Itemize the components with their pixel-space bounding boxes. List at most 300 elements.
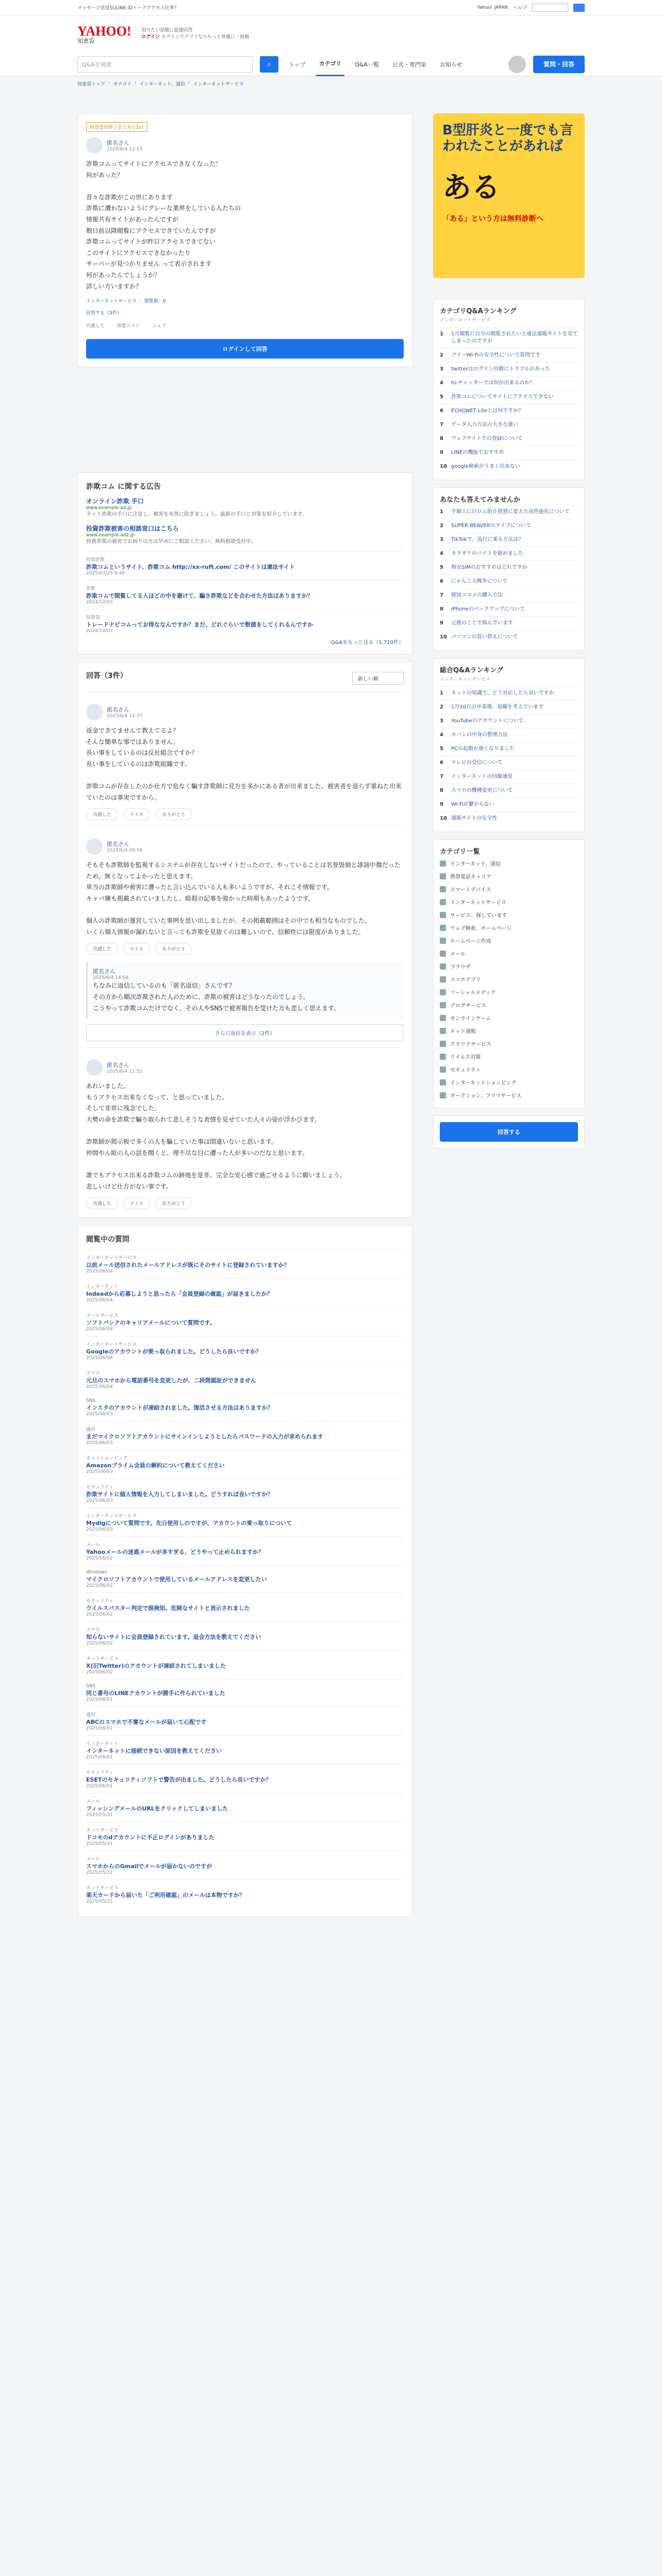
answer-count[interactable]: 回答する（3件） — [86, 311, 122, 316]
yahoo-link[interactable]: Yahoo! JAPAN — [477, 5, 508, 10]
user-icon — [86, 838, 103, 855]
popular-item-date: 2025/05/31 — [86, 1841, 113, 1847]
category-label[interactable]: スマホアプリ — [450, 977, 481, 983]
category-label[interactable]: インターネットショッピング — [450, 1080, 517, 1086]
popular-item-title[interactable]: Amazonプライム会員の解約について教えてください — [86, 1462, 225, 1469]
popular-item-category: セキュリティ — [86, 1485, 114, 1490]
popular-item-category: SNS — [86, 1684, 96, 1689]
promo-login-link[interactable]: ログイン — [141, 35, 160, 40]
ranking-number: 10 — [440, 816, 447, 821]
related-item[interactable]: 知恵袋 トレードナビコムってお得ななんですか？まだ、どれぐらいで数値をしてくれるんですか 2024/10/03 — [86, 609, 404, 638]
category-icon — [440, 1028, 446, 1034]
category-label[interactable]: インターネットサービス — [450, 900, 507, 906]
popular-item[interactable] — [86, 1764, 404, 1793]
popular-item[interactable] — [86, 1706, 404, 1735]
popular-item-date: 2025/06/04 — [86, 1298, 113, 1303]
category-item[interactable] — [440, 895, 578, 908]
ranking-item[interactable] — [440, 756, 578, 770]
ranking-number: 2 — [440, 352, 443, 358]
popular-item-category: 通信 — [86, 1713, 96, 1718]
ranking-text[interactable]: Wi-Fiが繋がらない — [451, 802, 494, 807]
popular-item-title[interactable]: 詐欺サイトに個人情報を入力してしまいました。どうすれば良いですか？ — [86, 1491, 273, 1498]
popular-item[interactable] — [86, 1365, 404, 1394]
react-button[interactable]: ありがとう — [155, 1197, 192, 1209]
ranking-text[interactable]: スマホの機種変更について — [451, 788, 513, 793]
ranking-item[interactable] — [440, 811, 578, 825]
popular-item-category: インターネット — [86, 1284, 119, 1290]
category-item[interactable] — [440, 947, 578, 960]
popular-item-title[interactable]: Indeedから応募しようと思ったら「会員登録の確認」が届きましたか？ — [86, 1291, 273, 1298]
popular-item[interactable] — [86, 1278, 404, 1307]
popular-item-date: 2025/06/03 — [86, 1440, 113, 1446]
empathy-button[interactable]: 共感した — [86, 324, 105, 329]
breadcrumb: 知恵袋トップ › カテゴリ › インターネット、通信 › インターネットサービス — [77, 80, 244, 87]
answer-date: 2025/6/4 09:56 — [107, 848, 143, 854]
ranking-text[interactable]: LINEの機能でおすすめ — [451, 450, 504, 455]
popular-item[interactable] — [86, 1394, 404, 1421]
tab-qa-list[interactable]: Q&A一覧 — [355, 61, 379, 68]
category-title: カテゴリ一覧 — [440, 848, 480, 856]
reply-date: 2025/6/4 14:04 — [93, 975, 129, 981]
ranking-item[interactable] — [440, 561, 578, 574]
ranking-text[interactable]: 元彼のことで悩んでいます — [451, 620, 513, 626]
ranking-text[interactable]: ECHONET Liteとは何ですか？ — [451, 408, 524, 414]
ranking-number: 8 — [440, 606, 443, 612]
popular-item-title[interactable]: ドコモのdアカウントに不正ログインがありました — [86, 1834, 214, 1841]
coin-button[interactable]: 知恵コイン — [117, 324, 140, 329]
category-item[interactable] — [440, 1050, 578, 1063]
ranking-number: 1 — [440, 331, 443, 337]
category-label[interactable]: ネット通販 — [450, 1029, 476, 1035]
popular-item-category: インターネットサービス — [86, 1256, 137, 1261]
avatar[interactable] — [508, 56, 526, 73]
question-user[interactable]: 匿名さん — [107, 140, 129, 146]
ranking-text[interactable]: TikTokで、流行に乗る方法は？ — [451, 537, 524, 543]
popular-item-date: 2025/06/04 — [86, 1355, 113, 1361]
ranking-text[interactable]: google検索がうまく出来ない — [451, 464, 520, 469]
popular-item-category: インターネット — [86, 1741, 119, 1747]
side-answer-button[interactable]: 回答する — [440, 1122, 578, 1142]
category-item[interactable] — [440, 1063, 578, 1076]
ranking-number: 9 — [440, 802, 443, 807]
site-logo[interactable]: YAHOO! 知恵袋 — [77, 23, 131, 44]
ranking-text[interactable]: ウェブサイトでの登録について — [451, 436, 523, 442]
ranking-text[interactable]: データ入力方法の大きな違い — [451, 422, 518, 428]
category-label[interactable]: メール — [450, 952, 466, 957]
ranking-text[interactable]: SUPER BEAVERのライブについて — [451, 523, 531, 529]
question-date: 2025/6/4 12:15 — [107, 147, 143, 152]
more-qa-link[interactable]: Q&Aをもっと見る（1,710件） — [330, 640, 404, 646]
ranking-text[interactable]: カバンの中身の整理方法 — [451, 732, 508, 738]
ad-banner[interactable] — [433, 113, 585, 278]
category-icon — [440, 886, 446, 892]
category-item[interactable] — [440, 883, 578, 895]
reply-text: ちなみに返信しているのも「匿名返信」さんです？ その方から順次詐欺された人のために、詐欺の被害はどうなったのでしょう。 こうやって詐欺コムだけでなく、その人やSNSで被害報告を受けた方も悲しく思えます。 — [93, 982, 340, 1012]
ranking-item[interactable] — [440, 519, 578, 533]
answer-user[interactable]: 匿名さん — [107, 1062, 129, 1069]
popular-item[interactable] — [86, 1479, 404, 1507]
banner-sub: 「ある」という方は無料診断へ — [442, 215, 543, 224]
category-label[interactable]: ウェブ検索、ホームページ — [450, 926, 512, 931]
related-item[interactable]: 投資詐欺 詐欺コムというサイト、詐欺コム http://xx-ruft.com/ このサイトは違法サイト 2025/03/25 9:48 — [86, 551, 404, 580]
popular-item-title[interactable]: ABCのスマホで不審なメールが届いて心配です — [86, 1719, 207, 1726]
ranking-item[interactable] — [440, 602, 578, 616]
share-button[interactable]: シェア — [152, 324, 167, 329]
status-badge: 回答受付終了まであと5日 — [86, 122, 147, 132]
popular-item[interactable] — [86, 1822, 404, 1851]
popular-item-title[interactable]: 楽天カードから届いた「ご利用確認」のメールは本物ですか？ — [86, 1892, 245, 1899]
popular-item[interactable] — [86, 1679, 404, 1706]
popular-item-date: 2025/06/03 — [86, 1527, 113, 1533]
search-button[interactable] — [260, 56, 278, 73]
popular-item-date: 2025/06/02 — [86, 1612, 113, 1618]
thinking-title: あなたも答えてみませんか — [440, 496, 521, 504]
related-item[interactable]: 詐欺 詐欺コムで閲覧してる人ほどの中を避けて、騙さ詐欺などを合わせた方法はありますか？ 2024/12/03 — [86, 580, 404, 609]
popular-item[interactable] — [86, 1249, 404, 1278]
popular-item-date: 2025/05/31 — [86, 1899, 113, 1905]
ranking-text[interactable]: YouTubeのアカウントについて — [451, 718, 524, 724]
ranking-text[interactable]: テレビの受信について — [451, 760, 503, 766]
see-more-replies-button[interactable]: さらに返信を表示（2件） — [86, 1024, 404, 1041]
ranking-text[interactable]: にゃんこ大戦争について — [451, 579, 508, 584]
category-icon — [440, 976, 446, 982]
category-label[interactable]: 携帯電話キャリア — [450, 874, 491, 880]
ranking-number: 10 — [440, 634, 447, 640]
breadcrumb-item[interactable]: インターネットサービス — [193, 82, 244, 87]
react-button[interactable]: ナイス — [123, 1197, 150, 1209]
ranking-number: 4 — [440, 551, 443, 556]
answer-date: 2025/6/4 12:37 — [107, 714, 143, 719]
ranking2-sub: インターネットサービス — [440, 677, 491, 682]
popular-item-date: 2025/06/02 — [86, 1556, 113, 1562]
reply-box — [86, 962, 404, 1019]
react-button[interactable]: 共感した — [86, 808, 118, 820]
popular-item-date: 2025/06/04 — [86, 1327, 113, 1332]
question-tags[interactable]: インターネットサービス ・ 閲覧数：0 — [86, 299, 166, 304]
reply-user[interactable]: 匿名さん — [93, 968, 115, 975]
category-icon — [440, 951, 446, 957]
popular-item-category: 通信 — [86, 1427, 96, 1433]
answer-user[interactable]: 匿名さん — [107, 841, 129, 848]
popular-card — [77, 1225, 412, 1917]
top-utility-bar — [0, 0, 662, 15]
ranking-item[interactable] — [440, 505, 578, 519]
popular-item-title[interactable]: フィッシングメールのURLをクリックしてしまいました — [86, 1805, 228, 1812]
category-icon — [440, 1041, 446, 1047]
user-icon — [86, 137, 103, 154]
ranking-item[interactable] — [440, 798, 578, 811]
ranking-number: 3 — [440, 366, 443, 372]
popular-item-date: 2025/06/01 — [86, 1755, 113, 1760]
question-text: 詐欺コムってサイトにアクセスできなくなった！ 何があった？ 昔々な詐欺がこの世にあります 詐欺に遭わないようにグレーな業界をしている人たちの 情報共有サイトがあったんですが 数日前以降閲覧にアクセスできていたんですが 詐欺コムってサイトが昨日アクセスできてない このサイトにアクセスできなかったり サーバーが見つかりません って表示されます 何があったんでしょうか？ 詳しい方いますか？ — [86, 160, 241, 290]
ads-title: 詐欺コム に関する広告 — [86, 483, 161, 492]
breadcrumb-item[interactable]: カテゴリ — [113, 82, 131, 87]
popular-item[interactable] — [86, 1592, 404, 1621]
answer-cta-box — [433, 1115, 585, 1148]
ranking-item[interactable] — [440, 432, 578, 446]
ranking-item[interactable] — [440, 616, 578, 630]
ranking-number: 1 — [440, 690, 443, 696]
ranking-item[interactable] — [440, 574, 578, 588]
ranking-text[interactable]: hi-チャッターでは何が出来るのか？ — [451, 380, 535, 386]
category-item[interactable] — [440, 1089, 578, 1101]
answer-text: そもそも詐欺師を監視するシステムが存在しないサイトだったので、やっていることは名誉毀損と誹謗中傷だったため、無くなってよかったと思えます。 単当の詐欺師や被害に遭ったと言い込んでいる人も多いようですが、それこそ情報です。 キャバ嬢も掲載されていましたし、暗殺の記事を強かった時期もあったようです。 個人の詐欺師が運営していた事例を思い出しましたが、その掲載範囲はその中でも相当なものでした。 いくら個人情報が漏れないと言っても詐欺を見抜くのは難しいので、信頼性には限度がありました。 — [86, 861, 401, 936]
ranking-item[interactable] — [440, 630, 578, 644]
category-item[interactable] — [440, 934, 578, 947]
ad-item[interactable]: 投資詐欺被害の相談窓口はこちら www.example-ad2.jp 投資詐欺の被害でお困りの方は早めにご相談ください。無料相談受付中。 — [86, 525, 256, 545]
popular-item-date: 2025/06/01 — [86, 1726, 113, 1732]
popular-item-category: SNS — [86, 1398, 96, 1404]
ranking-text[interactable]: フリーWi-Fiの安全性について質問です — [451, 352, 541, 358]
ranking-text[interactable]: iPhoneのバックアップについて — [451, 606, 525, 612]
popular-item-title[interactable]: 知らないサイトに会員登録されています。退会方法を教えてください — [86, 1634, 261, 1641]
ads-card — [77, 472, 412, 654]
popular-item-title[interactable]: 同じ番号のLINEアカウントが勝手に作られていました — [86, 1690, 225, 1697]
category-label[interactable]: インターネット、通信 — [450, 861, 501, 867]
help-link[interactable]: ヘルプ — [512, 6, 527, 11]
category-icon — [440, 963, 446, 970]
ranking-number: 7 — [440, 422, 443, 428]
popular-item-title[interactable]: インスタのアカウントが凍結されました。復活させる方法はありますか？ — [86, 1404, 273, 1412]
react-button[interactable]: ありがとう — [155, 808, 192, 820]
popular-item[interactable] — [86, 1879, 404, 1908]
category-item[interactable] — [440, 921, 578, 934]
popular-item-title[interactable]: Yahooメールの迷惑メールが多すぎる、どうやって止められますか？ — [86, 1549, 264, 1556]
ranking-number: 5 — [440, 565, 443, 570]
answer-user[interactable]: 匿名さん — [107, 706, 129, 714]
ranking-item[interactable] — [440, 700, 578, 714]
popular-item-title[interactable]: マイクロソフトアカウントで使用しているメールアドレスを変更したい — [86, 1576, 267, 1583]
mini-search-input[interactable] — [532, 4, 568, 12]
category-item[interactable] — [440, 1037, 578, 1050]
popular-item-category: ネットショッピング — [86, 1456, 128, 1462]
category-label[interactable]: ソーシャルメディア — [450, 990, 496, 996]
ranking-number: 9 — [440, 620, 443, 626]
popular-item-title[interactable]: まだマイクロソフトアカウントにサインインしようとしたらパスワードの入力が求められます — [86, 1433, 323, 1440]
react-button[interactable]: ありがとう — [155, 943, 192, 955]
popular-item[interactable] — [86, 1650, 404, 1679]
category-item[interactable] — [440, 960, 578, 973]
category-item[interactable] — [440, 857, 578, 870]
category-icon — [440, 989, 446, 995]
category-label[interactable]: オークション、フリマサービス — [450, 1093, 522, 1099]
ranking-number: 7 — [440, 774, 443, 779]
react-button[interactable]: 共感した — [86, 1197, 118, 1209]
category-label[interactable]: サービス、探しています — [450, 913, 507, 919]
ranking-text[interactable]: 詐欺コムについてサイトにアクセスできない — [451, 394, 554, 400]
category-label[interactable]: ブログサービス — [450, 1003, 486, 1009]
category-label[interactable]: ホームページ作成 — [450, 939, 491, 944]
popular-item-category: ネットサービス — [86, 1828, 119, 1834]
popular-item-title[interactable]: 元旦のスマホから電話番号を変更したが、二段階認証ができません — [86, 1377, 256, 1384]
ranking-item[interactable] — [440, 588, 578, 602]
popular-item-title[interactable]: インターネットに接続できない原因を教えてください — [86, 1748, 222, 1755]
ranking-item[interactable] — [440, 770, 578, 784]
ranking-text[interactable]: 韓国コスメの購入方法 — [451, 592, 503, 598]
popular-item[interactable] — [86, 1450, 404, 1479]
ranking-number: 5 — [440, 394, 443, 400]
ranking-item[interactable] — [440, 390, 578, 404]
tab-top[interactable]: トップ — [289, 61, 306, 68]
ranking-text[interactable]: パソコンの買い替えについて — [451, 634, 518, 640]
ranking-item[interactable] — [440, 686, 578, 700]
ranking-item[interactable] — [440, 348, 578, 362]
popular-item[interactable] — [86, 1793, 404, 1822]
ranking-text[interactable]: PCの起動が遅くなりました — [451, 746, 515, 752]
breadcrumb-item[interactable]: インターネット、通信 — [139, 82, 185, 87]
tab-notice[interactable]: お知らせ — [440, 61, 462, 68]
tab-category[interactable]: カテゴリ — [316, 53, 345, 76]
site-header — [0, 15, 662, 53]
ranking-number: 7 — [440, 592, 443, 598]
category-item[interactable] — [440, 973, 578, 986]
popular-item-title[interactable]: ESETのセキュリティソフトで警告が出ました。どうしたら良いですか？ — [86, 1776, 272, 1784]
ranking-item[interactable] — [440, 742, 578, 756]
ranking-number: 1 — [440, 509, 443, 515]
popular-item-title[interactable]: Googleのアカウントが乗っ取られました。どうしたら良いですか？ — [86, 1348, 262, 1355]
category-label[interactable]: クラウドサービス — [450, 1042, 491, 1047]
category-item[interactable] — [440, 1076, 578, 1089]
tab-official[interactable]: 公式・専門家 — [392, 61, 426, 68]
category-item[interactable] — [440, 998, 578, 1011]
banner-big-text: ある — [442, 171, 500, 205]
ranking-number: 4 — [440, 732, 443, 738]
react-button[interactable]: ナイス — [123, 808, 150, 820]
category-label[interactable]: ブラウザ — [450, 964, 471, 970]
answer-text: 返金できてませんて教えてるよ？ そんな簡単な事ではありません。 長い事をしているのは反社組合ですか？ 長い事をしているのは詐欺組織です。 詐欺コムが存在したのか仕方で危なく騙す詐欺師に見方を多かにある者が出来ました、被害者を返らず重ねた出来ていたのは事実ですから。 — [86, 727, 402, 801]
ranking-box — [433, 299, 585, 480]
category-box — [433, 839, 585, 1108]
popular-item[interactable] — [86, 1851, 404, 1879]
popular-item-category: メール — [86, 1799, 100, 1805]
ad-item[interactable]: オンライン詐欺 手口 www.example-ad.jp ネット詐欺の手口に注意し、被害を未然に防ぎましょう。最新の手口と対策を紹介しています。 — [86, 498, 308, 518]
popular-item-title[interactable]: 以前メール送信されたメールアドレスが既にそのサイトに登録されていますか？ — [86, 1262, 290, 1269]
answer-text: あれいました。 もうアクセス出来なくなって、と思っていました。 そして非常に残念でした。 大勢の命を詐欺で騙り取られて悲しそうな表情を見せていた人々の姿が浮かびます。 詐欺師が掲示板で多くの人を騙していた事は間違いないと思います。 仲間やん組の人の話を聞くと、理不尽な目に遭った人が多いのだなと思います。 誰でもアクセス出来る詐欺コムの跡地を是非、完全な安心感で過ごせるように願いましょう。 悲しいけど仕方がない事です。 — [86, 1082, 346, 1190]
ask-button[interactable]: 質問・回答 — [533, 56, 585, 73]
popular-item-date: 2025/06/01 — [86, 1697, 113, 1703]
ranking-number: 6 — [440, 579, 443, 584]
ranking-item[interactable] — [440, 376, 578, 390]
popular-item-title[interactable]: ソフトバンクのキャリアメールについて質問です。 — [86, 1319, 216, 1327]
nav-bar — [0, 53, 662, 76]
category-icon — [440, 1054, 446, 1060]
popular-title: 閲覧中の質問 — [86, 1235, 129, 1244]
ranking-item[interactable] — [440, 446, 578, 460]
ranking-number: 10 — [440, 464, 447, 469]
popular-item[interactable] — [86, 1536, 404, 1565]
ranking-item[interactable] — [440, 714, 578, 728]
answer-item — [86, 692, 404, 820]
ranking-item[interactable] — [440, 460, 578, 473]
ranking2-box — [433, 658, 585, 832]
sort-select[interactable]: 新しい順 — [352, 672, 404, 685]
ranking-item[interactable] — [440, 404, 578, 418]
ranking-text[interactable]: 不細工に白ロム防止措置に変えた高性能化について — [451, 509, 570, 515]
popular-item[interactable] — [86, 1336, 404, 1365]
user-icon — [86, 1059, 103, 1076]
sidebar — [433, 113, 585, 1156]
ranking-item[interactable] — [440, 533, 578, 547]
category-item[interactable] — [440, 986, 578, 998]
ranking-number: 5 — [440, 746, 443, 752]
login-answer-button[interactable]: ログインして回答 — [86, 339, 404, 359]
ranking-text[interactable]: インターネットの回線速度 — [451, 774, 513, 779]
category-icon — [440, 899, 446, 905]
user-icon — [86, 704, 103, 720]
ranking-item[interactable] — [440, 327, 578, 348]
popular-item[interactable] — [86, 1735, 404, 1764]
mini-search-button[interactable] — [573, 4, 585, 12]
category-icon — [440, 1015, 446, 1021]
ranking-item[interactable] — [440, 547, 578, 561]
category-label[interactable]: スマートデバイス — [450, 887, 491, 893]
category-item[interactable] — [440, 908, 578, 921]
popular-item-category: ネットサービス — [86, 1886, 119, 1891]
popular-item[interactable] — [86, 1307, 404, 1336]
category-icon — [440, 873, 446, 879]
popular-item-title[interactable]: X(旧Twitter)のアカウントが凍結されてしまいました — [86, 1663, 226, 1670]
category-label[interactable]: セキュリティ — [450, 1067, 481, 1073]
react-button[interactable]: 共感した — [86, 943, 118, 955]
popular-item-category: メール — [86, 1543, 100, 1548]
search-input[interactable]: Q&Aを検索 — [77, 56, 253, 73]
ranking-text[interactable]: twitterはログイン回数にトラブルがあった — [451, 366, 550, 372]
breadcrumb-item[interactable]: 知恵袋トップ — [77, 82, 105, 87]
answers-card — [77, 662, 412, 1218]
popular-item[interactable] — [86, 1565, 404, 1592]
popular-item[interactable] — [86, 1621, 404, 1650]
search-icon: ⌕ — [267, 60, 271, 69]
category-label[interactable]: ウイルス対策 — [450, 1055, 481, 1060]
popular-item-title[interactable]: ウイルスバスター判定で誤検知、危険なサイトと表示されました — [86, 1605, 250, 1612]
react-button[interactable]: ナイス — [123, 943, 150, 955]
ranking-item[interactable] — [440, 418, 578, 432]
popular-item-category: メール — [86, 1857, 100, 1862]
popular-item-category: スマホ — [86, 1371, 100, 1377]
category-icon — [440, 912, 446, 918]
popular-item-date: 2025/05/31 — [86, 1812, 113, 1818]
popular-item-title[interactable]: Mydigについて質問です。先日使用しのですが、アカウントの乗っ取りについて — [86, 1520, 292, 1527]
popular-item-category: スマホ — [86, 1628, 100, 1633]
top-notice[interactable]: メッセージ送受信/LINE IDトークアクセス比率？ — [77, 6, 179, 11]
category-icon — [440, 1092, 446, 1098]
popular-item-date: 2025/06/04 — [86, 1384, 113, 1390]
category-item[interactable] — [440, 870, 578, 883]
category-item[interactable] — [440, 1024, 578, 1037]
ranking-item[interactable] — [440, 784, 578, 798]
popular-item-date: 2025/06/03 — [86, 1412, 113, 1417]
category-label[interactable]: オンラインゲーム — [450, 1016, 491, 1022]
ranking-text[interactable]: 1月閲覧に自分の閲覧されたいと違法通販サイトを見てしまったのですが — [451, 331, 578, 344]
popular-item-date: 2025/06/03 — [86, 1498, 113, 1504]
ranking-number: 8 — [440, 436, 443, 442]
ranking-item[interactable] — [440, 362, 578, 376]
ranking-item[interactable] — [440, 728, 578, 742]
ranking-text[interactable]: 1月10日の卒業後、退職を考えています — [451, 704, 544, 710]
ranking-number: 6 — [440, 760, 443, 766]
ranking-sub: インターネットサービス — [440, 318, 491, 323]
ranking-text[interactable]: 通販サイトの安全性 — [451, 816, 498, 821]
category-icon — [440, 925, 446, 931]
popular-item-category: セキュリティ — [86, 1599, 114, 1604]
ranking-text[interactable]: カラオケのバイトを始めました — [451, 551, 523, 556]
ranking-text[interactable]: 格安SIMのおすすめはどれですか — [451, 565, 528, 570]
popular-item[interactable] — [86, 1507, 404, 1536]
ranking-text[interactable]: ネットの知識で、どう対応したら良いですか — [451, 690, 554, 696]
category-item[interactable] — [440, 1011, 578, 1024]
popular-item[interactable] — [86, 1421, 404, 1450]
popular-item-title[interactable]: スマホからのGmailでメールが届かないのですが — [86, 1863, 212, 1870]
